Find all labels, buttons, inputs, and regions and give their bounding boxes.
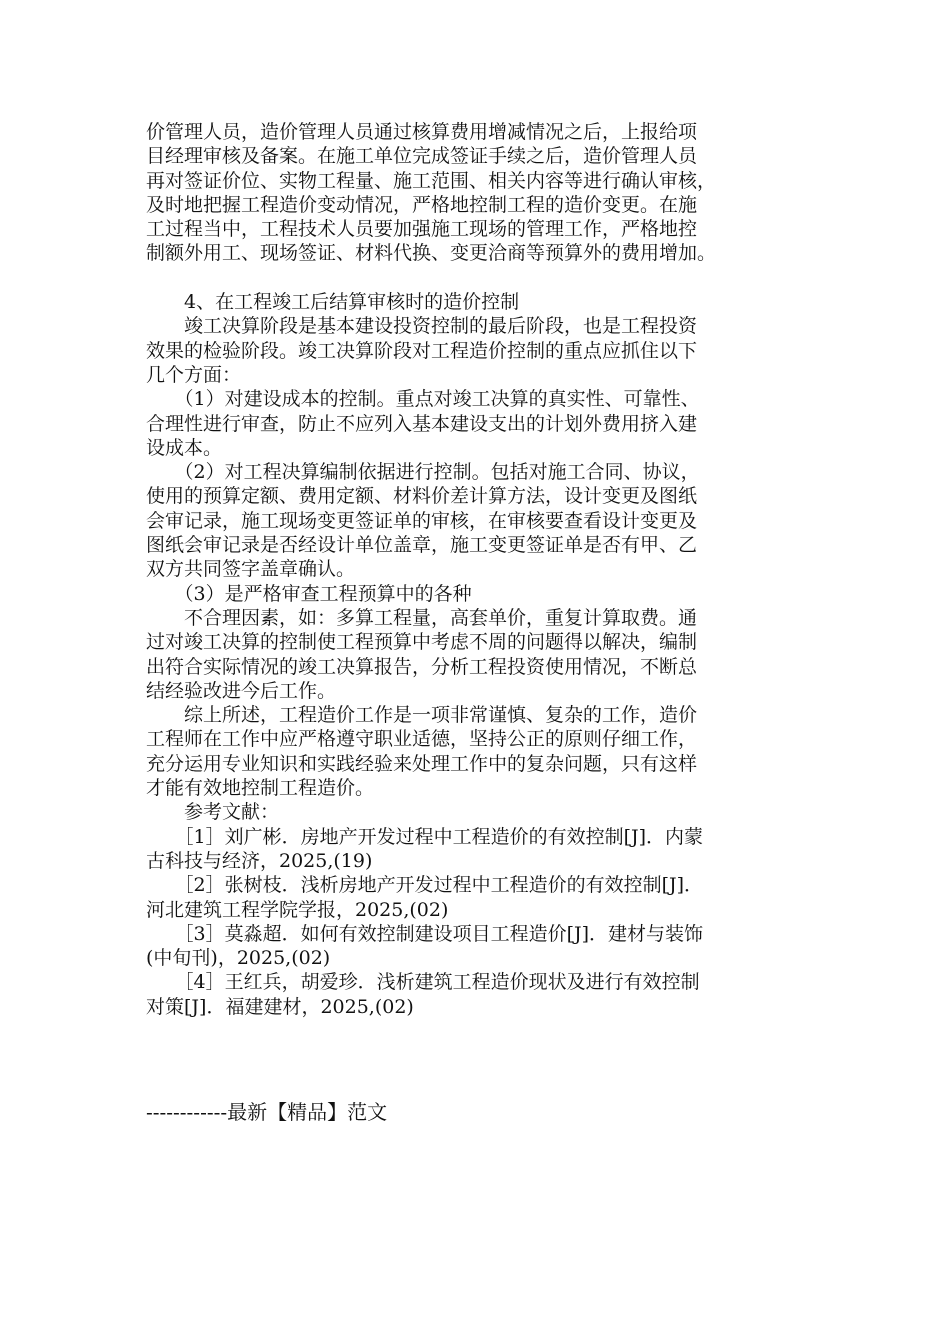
text-line: ［1］刘广彬．房地产开发过程中工程造价的有效控制[J]．内蒙 — [146, 825, 704, 848]
text-line: 及时地把握工程造价变动情况，严格地控制工程的造价变更。在施 — [146, 193, 698, 216]
text-line: 图纸会审记录是否经设计单位盖章，施工变更签证单是否有甲、乙 — [146, 534, 698, 557]
text-line: 设成本。 — [146, 436, 223, 459]
text-line: 工过程当中，工程技术人员要加强施工现场的管理工作，严格地控 — [146, 218, 698, 241]
text-line: ［4］王红兵，胡爱珍．浅析建筑工程造价现状及进行有效控制 — [146, 971, 700, 994]
text-line: 价管理人员，造价管理人员通过核算费用增减情况之后，上报给项 — [146, 121, 698, 143]
text-line: 再对签证价位、实物工程量、施工范围、相关内容等进行确认审核， — [146, 169, 717, 192]
text-line: 古科技与经济，2025,(19) — [146, 849, 373, 872]
text-line: 几个方面： — [146, 363, 242, 386]
text-line: 目经理审核及备案。在施工单位完成签证手续之后，造价管理人员 — [146, 145, 698, 168]
text-line: 对策[J]．福建建材，2025,(02) — [146, 995, 414, 1018]
text-line: ［3］莫淼超．如何有效控制建设项目工程造价[J]．建材与装饰 — [146, 922, 704, 945]
text-line: 制额外用工、现场签证、材料代换、变更洽商等预算外的费用增加。 — [146, 242, 717, 265]
text-line: 不合理因素，如：多算工程量，高套单价，重复计算取费。通 — [146, 606, 698, 629]
document-body — [146, 120, 806, 1019]
text-line: 河北建筑工程学院学报，2025,(02) — [146, 898, 449, 921]
text-line: 才能有效地控制工程造价。 — [146, 777, 375, 800]
text-line: （2）对工程决算编制依据进行控制。包括对施工合同、协议， — [146, 461, 700, 484]
document-footer: ------------最新【精品】范文 — [146, 1100, 388, 1124]
text-line: 参考文献： — [146, 801, 280, 824]
text-line: 使用的预算定额、费用定额、材料价差计算方法，设计变更及图纸 — [146, 485, 698, 508]
text-line: 4、在工程竣工后结算审核时的造价控制 — [146, 291, 520, 314]
text-line: （3）是严格审查工程预算中的各种 — [146, 582, 472, 605]
text-line: 出符合实际情况的竣工决算报告，分析工程投资使用情况，不断总 — [146, 655, 698, 678]
text-line: 工程师在工作中应严格遵守职业适德，坚持公正的原则仔细工作， — [146, 728, 698, 751]
text-line: 合理性进行审查，防止不应列入基本建设支出的计划外费用挤入建 — [146, 412, 698, 435]
text-line: 会审记录，施工现场变更签证单的审核，在审核要查看设计变更及 — [146, 509, 698, 532]
text-line: 竣工决算阶段是基本建设投资控制的最后阶段，也是工程投资 — [146, 315, 698, 338]
text-line: （1）对建设成本的控制。重点对竣工决算的真实性、可靠性、 — [146, 388, 700, 411]
paragraph-gap — [146, 266, 806, 290]
text-line: (中旬刊)，2025,(02) — [146, 947, 331, 970]
text-line: 效果的检验阶段。竣工决算阶段对工程造价控制的重点应抓住以下 — [146, 339, 698, 362]
text-line: 双方共同签字盖章确认。 — [146, 558, 356, 581]
text-line: 充分运用专业知识和实践经验来处理工作中的复杂问题，只有这样 — [146, 752, 698, 775]
text-line: 结经验改进今后工作。 — [146, 679, 337, 702]
text-line: ［2］张树枝．浅析房地产开发过程中工程造价的有效控制[J]． — [146, 874, 704, 897]
text-line: 过对竣工决算的控制使工程预算中考虑不周的问题得以解决，编制 — [146, 631, 698, 654]
text-line: 综上所述，工程造价工作是一项非常谨慎、复杂的工作，造价 — [146, 704, 698, 727]
